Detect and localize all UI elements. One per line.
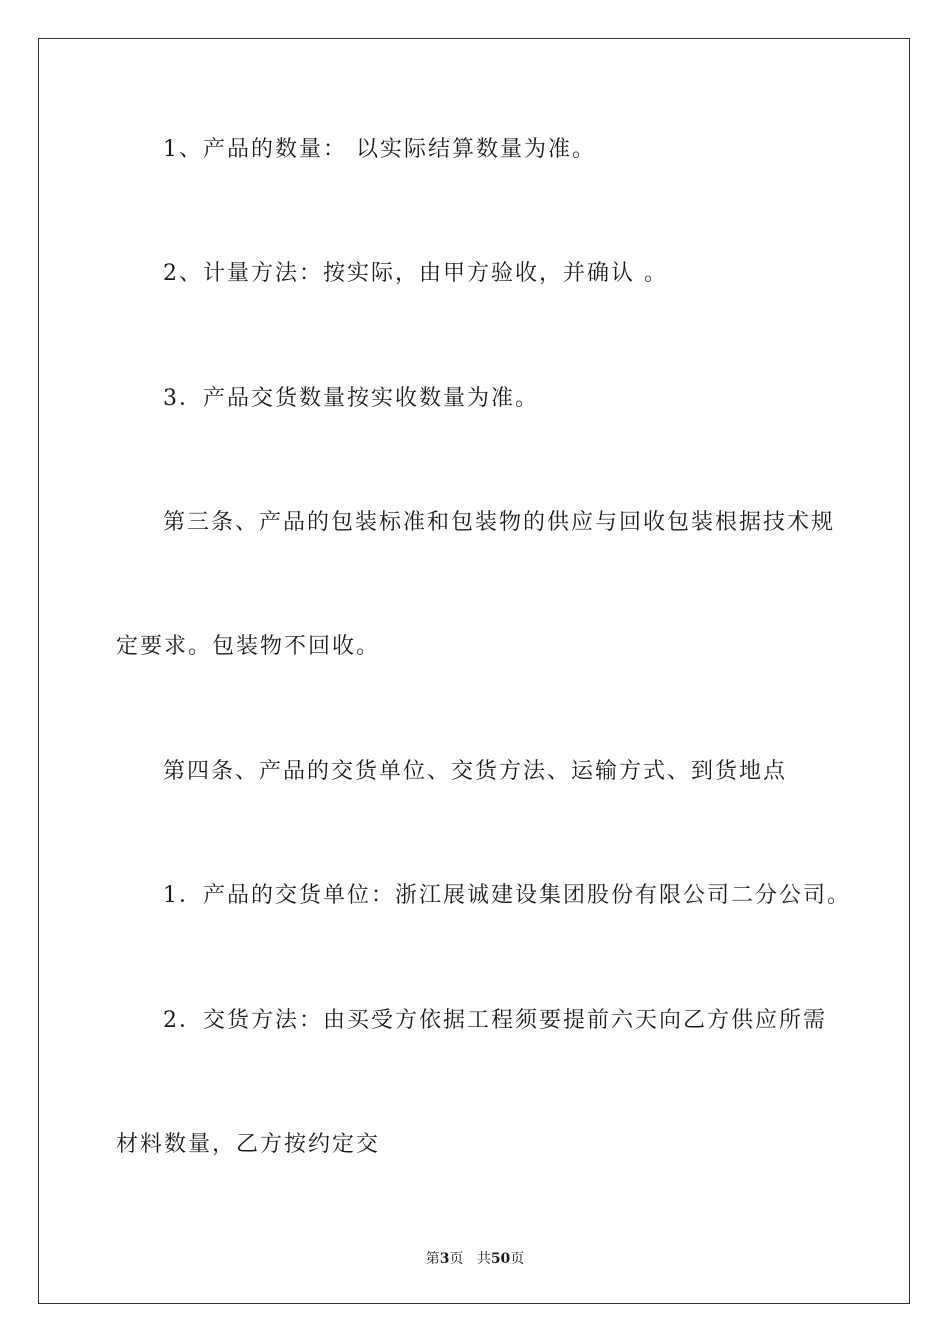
footer-prefix: 第 bbox=[425, 1251, 440, 1267]
page-footer bbox=[0, 1248, 950, 1268]
footer-total-suffix: 页 bbox=[510, 1251, 525, 1267]
paragraph-article-three-continued: 定要求。包装物不回收。 bbox=[116, 634, 381, 659]
paragraph-article-three: 第三条、产品的包装标准和包装物的供应与回收包装根据技术规 bbox=[163, 510, 836, 535]
paragraph-delivery-method-continued: 材料数量，乙方按约定交 bbox=[116, 1132, 381, 1157]
paragraph-delivery-quantity: 3．产品交货数量按实收数量为准。 bbox=[163, 386, 539, 411]
paragraph-delivery-method: 2．交货方法：由买受方依据工程须要提前六天向乙方供应所需 bbox=[163, 1008, 827, 1033]
footer-total-prefix: 共 bbox=[476, 1251, 491, 1267]
paragraph-measurement-method: 2、计量方法：按实际，由甲方验收，并确认 。 bbox=[163, 261, 668, 286]
paragraph-product-quantity: 1、产品的数量： 以实际结算数量为准。 bbox=[163, 137, 596, 162]
footer-page-suffix: 页 bbox=[449, 1251, 464, 1267]
footer-page-number: 3 bbox=[439, 1251, 450, 1267]
footer-total-pages: 50 bbox=[490, 1251, 511, 1267]
paragraph-delivery-unit: 1．产品的交货单位：浙江展诚建设集团股份有限公司二分公司。 bbox=[163, 883, 851, 908]
paragraph-article-four: 第四条、产品的交货单位、交货方法、运输方式、到货地点 bbox=[163, 759, 788, 784]
page-border bbox=[38, 38, 910, 1304]
